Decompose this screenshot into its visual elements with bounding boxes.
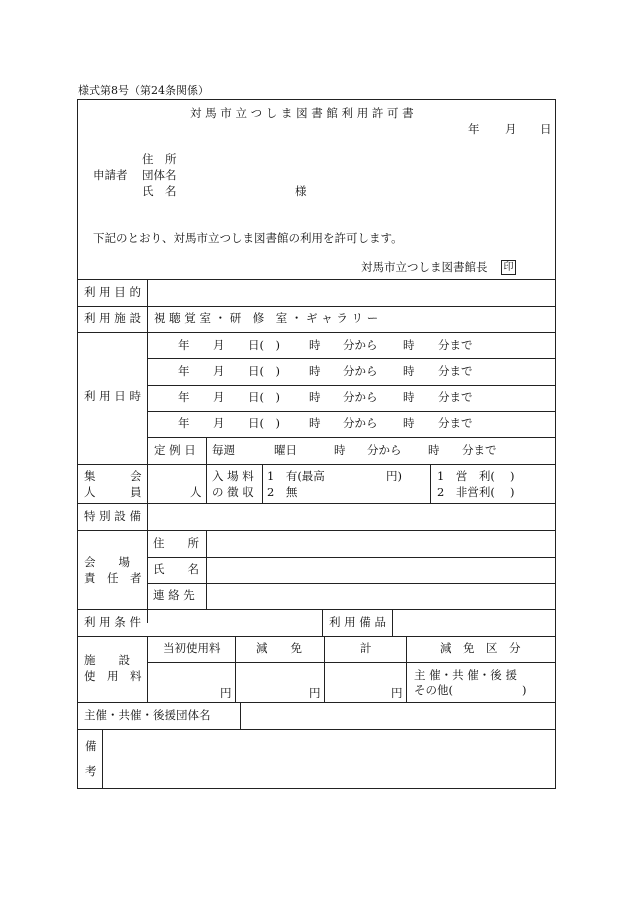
fee-initial-yen: 円 [220,686,232,700]
rule [77,464,556,465]
applicant-address-label: 住 所 [142,152,177,166]
dt-month: 月 [213,364,225,378]
dt-hour-from: 時 [309,390,321,404]
issuer-name: 対馬市立つしま図書館長 [361,260,488,274]
rule [206,437,207,503]
rule [406,636,407,702]
dt-year: 年 [178,364,190,378]
venue-label-1: 会 場 [84,555,130,569]
dt-min-to: 分まで [438,364,473,378]
venue-contact-label: 連 絡 先 [153,588,195,602]
rule [235,636,236,702]
regular-hour-to: 時 [428,443,440,457]
applicant-group-label: 団体名 [142,168,177,182]
rule [147,583,556,584]
attendance-unit: 人 [190,485,202,499]
fee-col-total: 計 [360,641,372,655]
rule [324,636,325,702]
rule [322,609,323,636]
rule [206,530,207,609]
form-number: 様式第8号（第24条関係） [78,84,209,97]
equipment-label: 利 用 備 品 [329,615,386,629]
fee-label-bottom: の 徴 収 [212,485,254,499]
fee-col-reduction: 減 免 [256,641,302,655]
purpose-label: 利 用 目 的 [84,285,141,299]
facility-options: 視 聴 覚 室 ・ 研 修 室 ・ ギ ャ ラ リ ー [154,311,379,325]
rule [147,411,556,412]
dt-min-from: 分から [343,390,378,404]
rule [262,464,263,503]
rule [147,662,556,663]
fee-col-initial: 当初使用料 [163,641,221,655]
regular-every-week: 毎週 [212,443,235,457]
attendance-label-bottom: 人 員 [84,485,142,499]
rule [147,279,148,623]
datetime-label: 利 用 日 時 [84,389,141,403]
dt-day: 日( ) [248,416,280,430]
dt-min-from: 分から [343,364,378,378]
fee-category-option-1: 主 催・共 催・後 援 [414,668,517,682]
dt-min-to: 分まで [438,338,473,352]
rule [77,503,556,504]
special-equipment-label: 特 別 設 備 [84,509,141,523]
seal-stamp: 印 [501,260,516,275]
dt-day: 日( ) [248,390,280,404]
rule [77,729,556,730]
rule [430,464,431,503]
regular-min-to: 分まで [462,443,497,457]
fee-col-category: 減 免 区 分 [440,641,521,655]
rule [147,437,556,438]
profit-option-2: 2 非営利( ) [437,485,515,499]
dt-hour-to: 時 [403,416,415,430]
applicant-name-label: 氏 名 [142,184,177,198]
rule [77,530,556,531]
remarks-label-1: 備 [85,739,97,753]
rule [392,609,393,636]
regular-hour-from: 時 [334,443,346,457]
venue-name-label: 氏 名 [153,562,199,576]
date-year: 年 [468,122,480,136]
facility-label: 利 用 施 設 [84,311,141,325]
dt-day: 日( ) [248,338,280,352]
dt-hour-to: 時 [403,390,415,404]
dt-day: 日( ) [248,364,280,378]
dt-min-from: 分から [343,338,378,352]
dt-min-to: 分まで [438,390,473,404]
regular-weekday: 曜日 [274,443,297,457]
fee-yen: 円) [386,469,402,483]
dt-min-from: 分から [343,416,378,430]
rule [77,702,556,703]
rule [102,729,103,789]
rule [77,636,556,637]
fee-total-yen: 円 [391,686,403,700]
conditions-label: 利 用 条 件 [84,615,141,629]
dt-hour-to: 時 [403,364,415,378]
dt-hour-from: 時 [309,364,321,378]
venue-label-2: 責 任 者 [84,571,142,585]
dt-hour-from: 時 [309,416,321,430]
rule [77,306,556,307]
fee-category-option-2: その他( ) [414,683,527,697]
fee-option-2: 2 無 [267,485,298,499]
rule [147,636,148,702]
rule [77,332,556,333]
rule [147,557,556,558]
venue-address-label: 住 所 [153,536,199,550]
fee-label-1: 施 設 [84,653,130,667]
permission-statement: 下記のとおり、対馬市立つしま図書館の利用を許可します。 [93,231,403,245]
applicant-label: 申請者 [93,168,128,182]
date-month: 月 [505,122,517,136]
page-title: 対 馬 市 立 つ し ま 図 書 館 利 用 許 可 書 [190,106,414,120]
dt-month: 月 [213,338,225,352]
dt-month: 月 [213,416,225,430]
fee-label-top: 入 場 料 [212,469,254,483]
regular-min-from: 分から [367,443,402,457]
dt-month: 月 [213,390,225,404]
dt-year: 年 [178,416,190,430]
sponsor-label: 主催・共催・後援団体名 [84,708,211,722]
remarks-label-2: 考 [85,764,97,778]
dt-min-to: 分まで [438,416,473,430]
rule [147,358,556,359]
dt-year: 年 [178,390,190,404]
applicant-honorific: 様 [295,184,307,198]
rule [240,702,241,729]
profit-option-1: 1 営 利( ) [437,469,515,483]
dt-hour-to: 時 [403,338,415,352]
dt-year: 年 [178,338,190,352]
attendance-label-top: 集 会 [84,469,142,483]
fee-label-2: 使 用 料 [84,669,142,683]
regular-day-label: 定 例 日 [154,443,196,457]
fee-reduction-yen: 円 [309,686,321,700]
fee-option-1: 1 有(最高 [267,469,325,483]
rule [77,279,556,280]
rule [77,609,556,610]
rule [147,385,556,386]
date-day: 日 [540,122,552,136]
dt-hour-from: 時 [309,338,321,352]
